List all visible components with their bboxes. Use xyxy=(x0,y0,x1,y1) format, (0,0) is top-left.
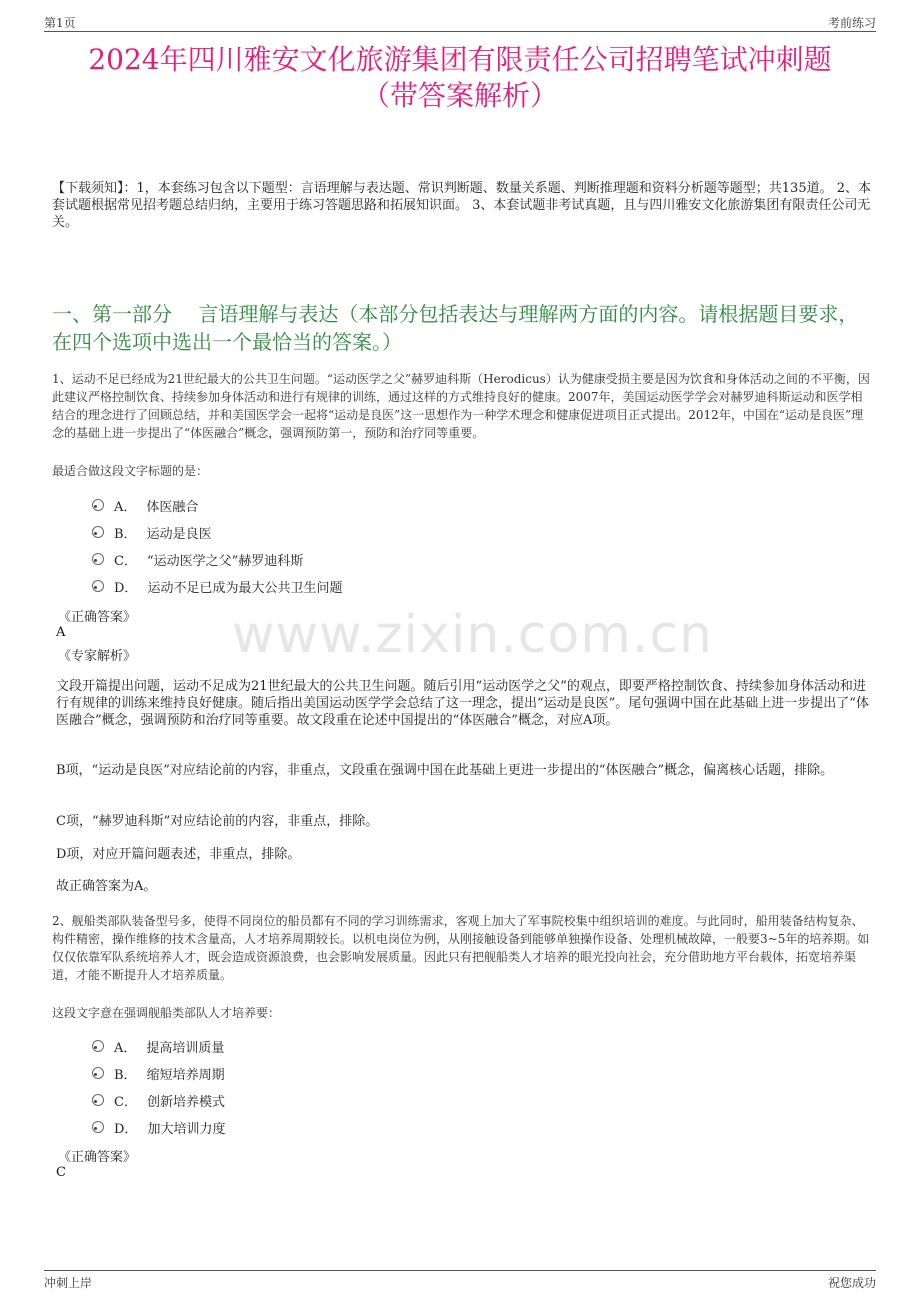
question-1-stem: 1、运动不足已经成为21世纪最大的公共卫生问题。“运动医学之父”赫罗迪科斯（Herodicus）认为健康受损主要是因为饮食和身体活动之间的不平衡，因此建议严格控制饮食、持续参加身体活动和进行有规律的训练，通过这样的方式维持良好的健康。2007年，美国运动医学学会对赫罗迪科斯运动和医学相结合的理念进行了回顾总结，并和美国医学会一起将“运动是良医”这一思想作为一种学术理念和健康促进项目正式提出。2012年，中国在“运动是良医”理念的基础上进一步提出了“体医融合”概念，强调预防第一，预防和治疗同等重要。 xyxy=(52,372,870,440)
option-text: 缩短培养周期 xyxy=(146,1067,225,1083)
option-key: B． xyxy=(114,1067,137,1083)
watermark: www.zixin.com.cn xyxy=(232,605,713,665)
q1-option-a[interactable] xyxy=(92,496,198,514)
q2-option-d[interactable] xyxy=(92,1118,225,1136)
title-line-1: 2024年四川雅安文化旅游集团有限责任公司招聘笔试冲刺题 xyxy=(88,43,832,76)
option-key: A． xyxy=(114,499,137,515)
option-key: B． xyxy=(114,526,137,542)
footer-left: 冲刺上岸 xyxy=(44,1276,93,1290)
download-notice: 【下载须知】：1，本套练习包含以下题型：言语理解与表达题、常识判断题、数量关系题、判断推理题和资料分析题等题型；共135道。 2、本套试题根据常见招考题总结归纳，主要用于练习答题思路和拓展知识面。 3、本套试题非考试真题，且与四川雅安文化旅游集团有限责任公司无关。 xyxy=(52,181,871,230)
radio-icon[interactable] xyxy=(92,1121,104,1133)
option-key: A． xyxy=(114,1040,137,1056)
question-1-prompt: 最适合做这段文字标题的是： xyxy=(52,464,209,478)
question-2-prompt: 这段文字意在强调舰船类部队人才培养要： xyxy=(52,1006,281,1020)
q1-correct-label: 《正确答案》 xyxy=(58,610,137,625)
radio-icon[interactable] xyxy=(92,580,104,592)
option-key: C． xyxy=(114,553,137,569)
title-line-2: （带答案解析） xyxy=(361,79,558,112)
q1-analysis-label: 《专家解析》 xyxy=(58,649,137,664)
question-2-stem: 2、舰船类部队装备型号多，使得不同岗位的船员都有不同的学习训练需求，客观上加大了军事院校集中组织培训的难度。与此同时，船用装备结构复杂、构件精密，操作维修的技术含量高，人才培养周期较长。以机电岗位为例，从刚接触设备到能够单独操作设备、处理机械故障，一般要3~5年的培养期。如仅仅依靠军队系统培养人才，既会造成资源浪费，也会影响发展质量。因此只有把舰船类人才培养的眼光投向社会，充分借助地方平台载体，拓宽培养渠道，才能不断提升人才培养质量。 xyxy=(52,914,870,982)
document-title xyxy=(40,42,880,114)
radio-icon[interactable] xyxy=(92,526,104,538)
q1-option-d[interactable] xyxy=(92,577,342,595)
option-text: 加大培训力度 xyxy=(147,1121,226,1137)
option-text: 提高培训质量 xyxy=(146,1040,225,1056)
q1-explanation-3: C项，“赫罗迪科斯”对应结论前的内容，非重点，排除。 xyxy=(56,814,379,829)
q1-option-b[interactable] xyxy=(92,523,212,541)
page-header xyxy=(44,12,876,32)
radio-icon[interactable] xyxy=(92,499,104,511)
q1-option-c[interactable] xyxy=(92,550,303,568)
radio-icon[interactable] xyxy=(92,553,104,565)
q1-explanation-4: D项，对应开篇问题表述，非重点，排除。 xyxy=(56,847,301,862)
option-key: D． xyxy=(114,1121,138,1137)
option-text: 运动不足已成为最大公共卫生问题 xyxy=(147,580,343,596)
section-title: 一、第一部分 言语理解与表达（本部分包括表达与理解两方面的内容。请根据题目要求，在四个选项中选出一个最恰当的答案。） xyxy=(52,302,859,354)
option-key: D． xyxy=(114,580,138,596)
radio-icon[interactable] xyxy=(92,1067,104,1079)
q1-explanation-1: 文段开篇提出问题，运动不足成为21世纪最大的公共卫生问题。随后引用“运动医学之父”的观点，即要严格控制饮食、持续参加身体活动和进行有规律的训练来维持良好健康。随后指出美国运动医学学会总结了这一理念，提出“运动是良医”。尾句强调中国在此基础上进一步提出了“体医融合”概念，强调预防和治疗同等重要。故文段重在论述中国提出的“体医融合”概念，对应A项。 xyxy=(56,679,869,728)
q2-option-b[interactable] xyxy=(92,1064,225,1082)
footer-right: 祝您成功 xyxy=(827,1276,876,1290)
header-tag: 考前练习 xyxy=(827,16,876,30)
radio-icon[interactable] xyxy=(92,1040,104,1052)
q2-answer: C xyxy=(56,1165,66,1180)
q1-explanation-2: B项，“运动是良医”对应结论前的内容，非重点，文段重在强调中国在此基础上更进一步提出的“体医融合”概念，偏离核心话题，排除。 xyxy=(56,763,834,778)
q2-option-a[interactable] xyxy=(92,1037,224,1055)
radio-icon[interactable] xyxy=(92,1094,104,1106)
q1-explanation-5: 故正确答案为A。 xyxy=(56,879,157,894)
option-key: C． xyxy=(114,1094,137,1110)
option-text: “运动医学之父”赫罗迪科斯 xyxy=(146,553,304,569)
option-text: 运动是良医 xyxy=(146,526,212,542)
option-text: 创新培养模式 xyxy=(146,1094,225,1110)
q2-option-c[interactable] xyxy=(92,1091,225,1109)
q1-answer: A xyxy=(56,625,66,640)
page-number: 第1页 xyxy=(44,16,76,30)
option-text: 体医融合 xyxy=(146,499,199,515)
q2-correct-label: 《正确答案》 xyxy=(58,1150,137,1165)
page-footer xyxy=(44,1270,876,1292)
